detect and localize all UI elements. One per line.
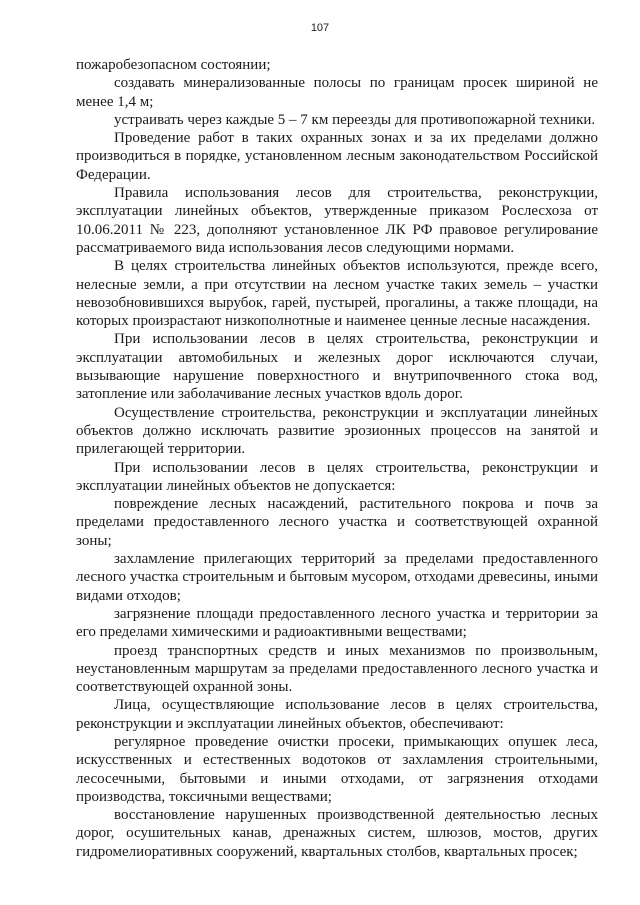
paragraph-prohibited-intro: При использовании лесов в целях строительства, реконструкции и эксплуатации линейных объектов не допускается:: [76, 459, 598, 494]
document-body: [76, 56, 598, 861]
list-item-pollution: загрязнение площади предоставленного лесного участка и территории за его пределами химическими и радиоактивными веществами;: [76, 605, 598, 641]
list-item-cleaning: регулярное проведение очистки просеки, примыкающих опушек леса, искусственных и естественных водотоков от захламления строительными, лесосечными, бытовыми и иными отходами, от загрязнения отходами производства, токсичными веществами;: [76, 733, 598, 805]
paragraph-protected-zones: Проведение работ в таких охранных зонах и за их пределами должно производиться в порядке, установленном лесным законодательством Российской Федерации.: [76, 130, 598, 183]
list-item-littering: захламление прилегающих территорий за пределами предоставленного лесного участка строительным и бытовым мусором, отходами древесины, иными видами отходов;: [76, 551, 598, 604]
paragraph-rules-intro: Правила использования лесов для строительства, реконструкции, эксплуатации линейных объектов, утвержденные приказом Рослесхоза от 10.06.2011 № 223, дополняют установленное ЛК РФ правовое регулирование рассматриваемого вида использования лесов следующими нормами.: [76, 185, 598, 256]
list-item-restoration: восстановление нарушенных производственной деятельностью лесных дорог, осушительных канав, дренажных систем, шлюзов, мостов, других гидромелиоративных сооружений, квартальных столбов, квартальных просек;: [76, 807, 598, 860]
list-item-damage: повреждение лесных насаждений, растительного покрова и почв за пределами предоставленного лесного участка и соответствующей охранной зоны;: [76, 496, 598, 549]
list-item-vehicle-passage: проезд транспортных средств и иных механизмов по произвольным, неустановленным маршрутам за пределами предоставленного лесного участка и соответствующей охранной зоны.: [76, 642, 598, 696]
paragraph-erosion: Осуществление строительства, реконструкции и эксплуатации линейных объектов должно исключать развитие эрозионных процессов на занятой и прилегающей территории.: [76, 404, 598, 458]
paragraph-continuation: пожаробезопасном состоянии;: [76, 57, 271, 73]
paragraph-land-use: В целях строительства линейных объектов используются, прежде всего, нелесные земли, а при отсутствии на лесном участке таких земель – участки невозобновившихся вырубок, гарей, пустырей, прогалины, а также площади, на которых произрастают низкополнотные и наименее ценные лесные насаждения.: [76, 258, 598, 330]
page-number: 107: [310, 22, 330, 34]
paragraph-roads: При использовании лесов в целях строительства, реконструкции и эксплуатации автомобильных и железных дорог исключаются случаи, вызывающие нарушение поверхностного и внутрипочвенного стока вод, затопление или заболачивание лесных участков вдоль дорог.: [76, 331, 598, 403]
paragraph-obligations-intro: Лица, осуществляющие использование лесов в целях строительства, реконструкции и эксплуатации линейных объектов, обеспечивают:: [76, 697, 598, 732]
paragraph-crossings: устраивать через каждые 5 – 7 км переезды для противопожарной техники.: [114, 111, 596, 128]
paragraph-mineralized-strips: создавать минерализованные полосы по границам просек шириной не менее 1,4 м;: [76, 75, 598, 110]
